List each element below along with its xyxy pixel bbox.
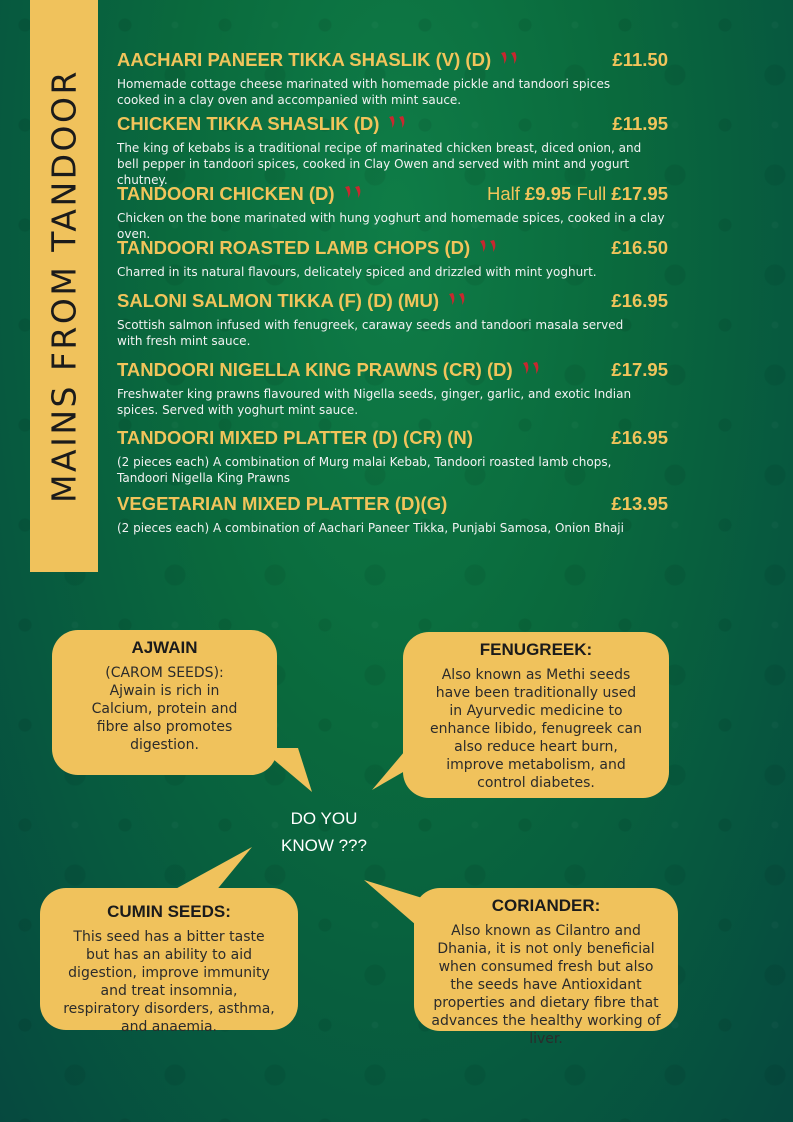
- item-price: £16.95: [611, 290, 668, 311]
- item-name: AACHARI PANEER TIKKA SHASLIK (V) (D): [117, 49, 519, 71]
- fenugreek-title: FENUGREEK:: [479, 640, 593, 659]
- item-description: Scottish salmon infused with fenugreek, caraway seeds and tandoori masala served with fresh mint sauce.: [117, 318, 624, 348]
- coriander-title: CORIANDER:: [491, 896, 601, 915]
- ajwain-title: AJWAIN: [131, 638, 198, 657]
- item-description: Freshwater king prawns flavoured with Nigella seeds, ginger, garlic, and exotic Indian spices. Served with yoghurt mint sauce.: [117, 387, 632, 417]
- item-price: Half £9.95 Full £17.95: [486, 183, 668, 204]
- cumin-bubble: [40, 888, 298, 1035]
- item-name: SALONI SALMON TIKKA (F) (D) (MU): [117, 290, 467, 312]
- did-you-know-line2: KNOW ???: [281, 836, 367, 855]
- item-description: (2 pieces each) A combination of Murg malai Kebab, Tandoori roasted lamb chops, Tandoori Nigella King Prawns: [117, 455, 612, 485]
- item-price: £17.95: [611, 359, 668, 380]
- item-description: Chicken on the bone marinated with hung yoghurt and homemade spices, cooked in a clay oven.: [117, 211, 665, 241]
- item-price: £11.50: [612, 49, 668, 70]
- ajwain-bubble: [52, 630, 277, 775]
- item-name: CHICKEN TIKKA SHASLIK (D): [117, 113, 407, 135]
- item-name: VEGETARIAN MIXED PLATTER (D)(G): [117, 493, 448, 514]
- coriander-bubble: [414, 888, 678, 1047]
- item-description: Homemade cottage cheese marinated with homemade pickle and tandoori spices cooked in a clay oven and accompanied with mint sauce.: [117, 77, 611, 107]
- item-price: £13.95: [611, 493, 668, 514]
- item-description: The king of kebabs is a traditional recipe of marinated chicken breast, diced onion, and bell pepper in tandoori spices, cooked in Clay Owen and served with mint and yogurt chutney.: [117, 141, 642, 187]
- item-name: TANDOORI MIXED PLATTER (D) (CR) (N): [117, 427, 473, 448]
- fenugreek-bubble: [403, 632, 669, 798]
- section-title: MAINS FROM TANDOOR: [44, 69, 84, 503]
- item-price: £11.95: [612, 113, 668, 134]
- item-description: (2 pieces each) A combination of Aachari Paneer Tikka, Punjabi Samosa, Onion Bhaji: [117, 521, 624, 535]
- fenugreek-text: Also known as Methi seeds have been traditionally used in Ayurvedic medicine to enhance libido, fenugreek can also reduce heart burn, improve metabolism, and control diabetes.: [429, 667, 643, 791]
- item-name: TANDOORI CHICKEN (D): [117, 183, 363, 205]
- item-price: £16.95: [611, 427, 668, 448]
- item-name: TANDOORI NIGELLA KING PRAWNS (CR) (D): [117, 359, 541, 381]
- ajwain-text: (CAROM SEEDS): Ajwain is rich in Calcium, protein and fibre also promotes digestion.: [91, 665, 238, 753]
- item-name: TANDOORI ROASTED LAMB CHOPS (D): [117, 237, 498, 259]
- coriander-text: Also known as Cilantro and Dhania, it is not only beneficial when consumed fresh but also the seeds have Antioxidant properties and dietary fibre that advances the healthy working of liver.: [431, 923, 661, 1047]
- did-you-know-line1: DO YOU: [290, 809, 358, 828]
- did-you-know-text: [272, 805, 376, 859]
- cumin-title: CUMIN SEEDS:: [107, 902, 231, 921]
- item-description: Charred in its natural flavours, delicately spiced and drizzled with mint yoghurt.: [117, 265, 597, 279]
- item-price: £16.50: [611, 237, 668, 258]
- cumin-text: This seed has a bitter taste but has an ability to aid digestion, improve immunity and treat insomnia, respiratory disorders, asthma, and anaemia.: [63, 929, 275, 1035]
